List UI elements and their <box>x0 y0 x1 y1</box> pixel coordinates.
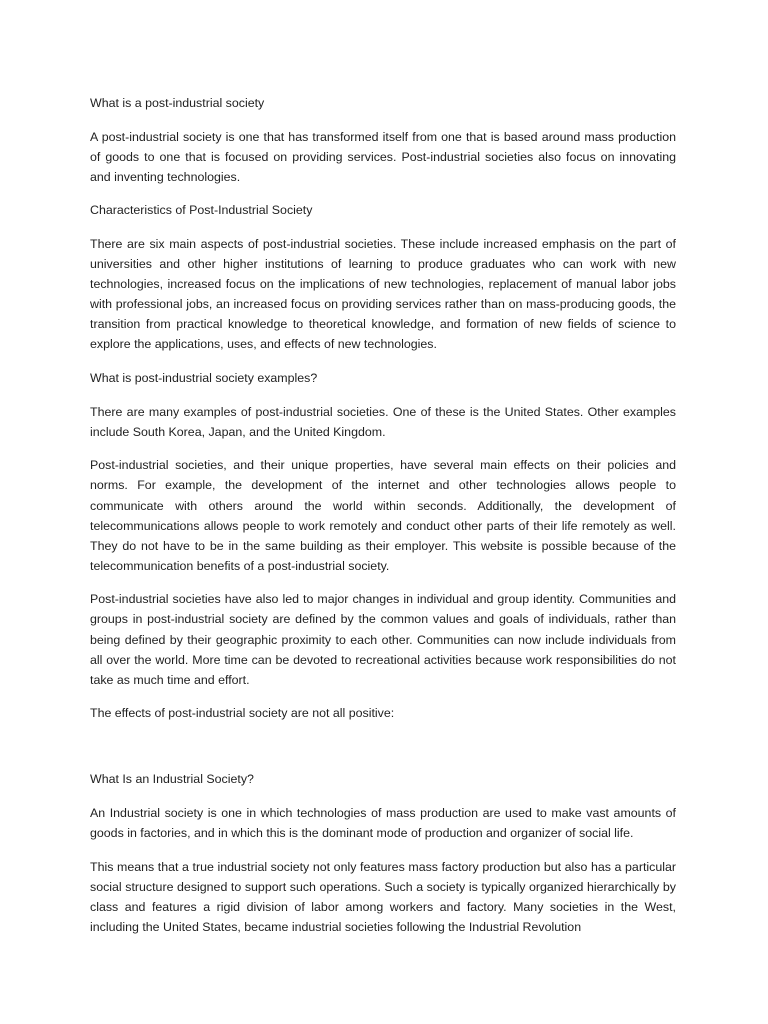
section-heading: Characteristics of Post-Industrial Society <box>90 203 313 218</box>
paragraph: Post-industrial societies have also led to major changes in individual and group identity. Communities and groups in post-industrial society are defined by the common values and goals of individuals, rather than being defined by their geographic proximity to each other. Communities can now include individuals from all over the world. More time can be devoted to recreational activities because work responsibilities do not take as much time and effort. <box>90 592 676 687</box>
paragraph: There are many examples of post-industrial societies. One of these is the United States. Other examples include South Korea, Japan, and the United Kingdom. <box>90 404 676 439</box>
paragraph: This means that a true industrial society not only features mass factory production but also has a particular social structure designed to support such operations. Such a society is typically organized hierarchically by class and features a rigid division of labor among workers and factory. Many societies in the West, including the United States, became industrial societies following the Industrial Revolution <box>90 859 676 934</box>
paragraph: A post-industrial society is one that has transformed itself from one that is based around mass production of goods to one that is focused on providing services. Post-industrial societies also focus on innovating and inventing technologies. <box>90 129 676 184</box>
paragraph: The effects of post-industrial society are not all positive: <box>90 706 395 721</box>
section-heading: What is a post-industrial society <box>90 96 265 110</box>
document-body <box>90 93 676 951</box>
section-heading: What Is an Industrial Society? <box>90 772 254 787</box>
paragraph: There are six main aspects of post-industrial societies. These include increased emphasis on the part of universities and other higher institutions of learning to produce graduates who can work with new technologies, increased focus on the implications of new technologies, replacement of manual labor jobs with professional jobs, an increased focus on providing services rather than on mass-producing goods, the transition from practical knowledge to theoretical knowledge, and formation of new fields of science to explore the applications, uses, and effects of new technologies. <box>90 236 676 352</box>
paragraph: Post-industrial societies, and their unique properties, have several main effects on their policies and norms. For example, the development of the internet and other technologies allows people to communicate with others around the world within seconds. Additionally, the development of telecommunications allows people to work remotely and conduct other parts of their life remotely as well. They do not have to be in the same building as their employer. This website is possible because of the telecommunication benefits of a post-industrial society. <box>90 458 676 573</box>
section-heading: What is post-industrial society examples? <box>90 371 318 386</box>
paragraph: An Industrial society is one in which technologies of mass production are used to make vast amounts of goods in factories, and in which this is the dominant mode of production and organizer of social life. <box>90 806 676 841</box>
